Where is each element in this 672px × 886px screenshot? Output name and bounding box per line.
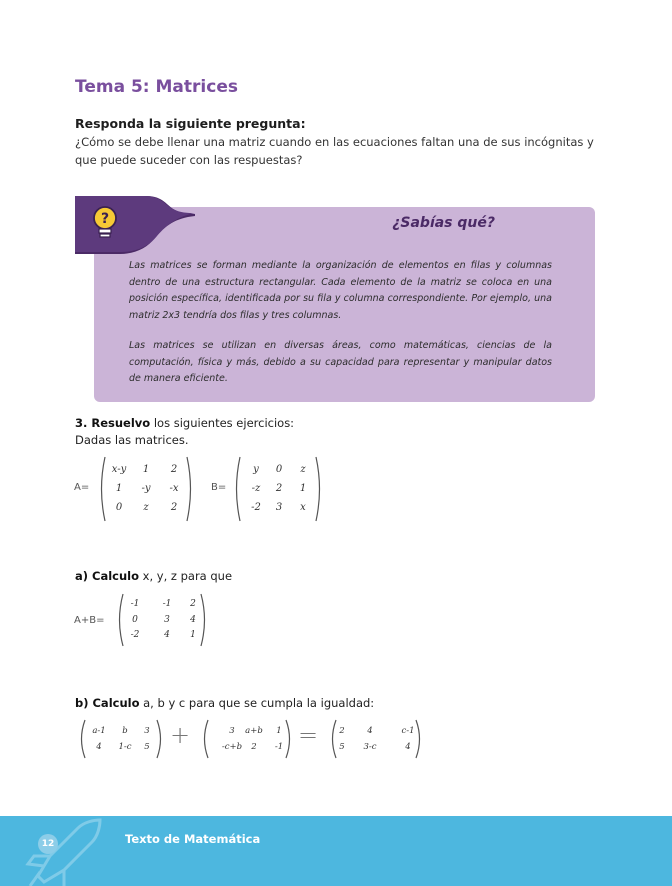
matrix-cell: 2 <box>170 463 178 475</box>
matrix-cell: 0 <box>132 614 138 625</box>
matrix-cell: 1-c <box>118 741 132 752</box>
left-paren <box>237 457 241 521</box>
page-number: 12 <box>38 834 58 854</box>
matrix-cell: -z <box>251 483 261 494</box>
matrix-cell: 1 <box>142 463 150 475</box>
rocket-icon <box>20 816 110 886</box>
left-paren <box>205 720 209 758</box>
matrix-cell: -2 <box>130 629 140 640</box>
matrix-cell: 4 <box>367 725 373 736</box>
exercise-heading-bold: 3. Resuelvo <box>75 416 151 430</box>
matrix-cell: b <box>122 725 128 736</box>
matrix-cell: x <box>300 502 306 514</box>
matrix-cell: x-y <box>111 463 127 475</box>
part-a-label-bold: a) Calculo <box>75 569 140 583</box>
footer-text: Texto de Matemática <box>125 832 261 846</box>
matrix-cell: y <box>253 463 259 475</box>
matrix-cell: 5 <box>339 741 345 752</box>
matrix-cell: -2 <box>251 502 261 514</box>
info-box-title: ¿Sabías qué? <box>392 215 495 231</box>
info-paragraph-1: Las matrices se forman mediante la organización de elementos en filas y columnas dentro de una estructura rectangular. Cada elemento de la matriz se coloca en una posición específica, identificada por su fila y columna correspondiente. Por ejemplo, una matriz 2x3 tendría dos filas y tres columnas. <box>129 260 552 321</box>
matrix-cell: 3 <box>144 725 150 736</box>
matrix-cell: 0 <box>275 463 283 475</box>
part-b-matrix-1 <box>77 719 165 759</box>
matrix-cell: -c+b <box>221 741 243 752</box>
matrix-cell: -y <box>141 483 151 494</box>
footer-bar <box>0 816 672 886</box>
matrix-cell: -1 <box>162 599 172 610</box>
matrix-cell: 2 <box>339 725 345 736</box>
matrix-cell: 2 <box>170 502 178 514</box>
matrix-cell: 5 <box>144 741 150 752</box>
matrix-b-label: B= <box>211 482 227 493</box>
matrix-cell: 4 <box>405 741 411 752</box>
matrix-cell: 3 <box>164 614 170 625</box>
matrix-cell: 1 <box>276 725 282 736</box>
matrix-cell: -x <box>169 483 179 494</box>
part-b-label <box>75 696 374 710</box>
matrix-cell: 4 <box>190 614 196 625</box>
matrix-cell: 4 <box>164 629 170 640</box>
matrix-a-label: A= <box>74 482 90 493</box>
page-title: Tema 5: Matrices <box>75 77 238 97</box>
part-a-eq-label: A+B= <box>74 615 105 626</box>
matrix-cell: 4 <box>96 741 102 752</box>
exercise-heading <box>75 416 294 430</box>
matrix-cell: a-1 <box>92 725 106 736</box>
matrix-cell: 3-c <box>363 741 377 752</box>
matrix-cell: z <box>300 463 306 475</box>
matrix-cell: z <box>143 502 149 514</box>
part-a-label-rest: x, y, z para que <box>139 569 233 583</box>
matrix-cell: 3 <box>229 725 235 736</box>
exercise-subheading: Dadas las matrices. <box>75 433 189 447</box>
question-body: ¿Cómo se debe llenar una matriz cuando en las ecuaciones faltan una de sus incógnitas y que puede suceder con las respuestas? <box>75 135 594 167</box>
info-box-tab <box>75 196 195 254</box>
matrix-cell: 0 <box>115 502 123 514</box>
matrix-cell: -1 <box>130 599 140 610</box>
matrix-a <box>97 456 195 522</box>
equals-sign: = <box>298 721 319 749</box>
matrix-cell: -1 <box>274 741 284 752</box>
matrix-cell: a+b <box>245 725 263 736</box>
matrix-cell: 2 <box>251 741 257 752</box>
matrix-cell: 3 <box>275 502 283 514</box>
part-b-label-rest: a, b y c para que se cumpla la igualdad: <box>139 696 375 710</box>
part-a-label <box>75 569 232 583</box>
part-a-matrix <box>115 593 209 647</box>
matrix-cell: 1 <box>190 629 196 640</box>
part-b-matrix-2 <box>200 719 294 759</box>
part-b-matrix-3 <box>328 719 424 759</box>
matrix-cell: 2 <box>275 483 283 494</box>
matrix-b <box>232 456 324 522</box>
info-paragraph-2: Las matrices se utilizan en diversas áreas, como matemáticas, ciencias de la computación, física y más, debido a su capacidad para representar y manipular datos de manera eficiente. <box>129 340 552 384</box>
matrix-cell: 1 <box>299 483 307 494</box>
part-b-label-bold: b) Calculo <box>75 696 140 710</box>
matrix-cell: 1 <box>115 483 123 494</box>
plus-sign: + <box>170 721 191 749</box>
exercise-heading-rest: los siguientes ejercicios: <box>150 416 295 430</box>
question-heading: Responda la siguiente pregunta: <box>75 116 306 131</box>
matrix-cell: c-1 <box>401 725 415 736</box>
matrix-cell: 2 <box>190 599 196 610</box>
svg-text:?: ? <box>100 211 110 227</box>
